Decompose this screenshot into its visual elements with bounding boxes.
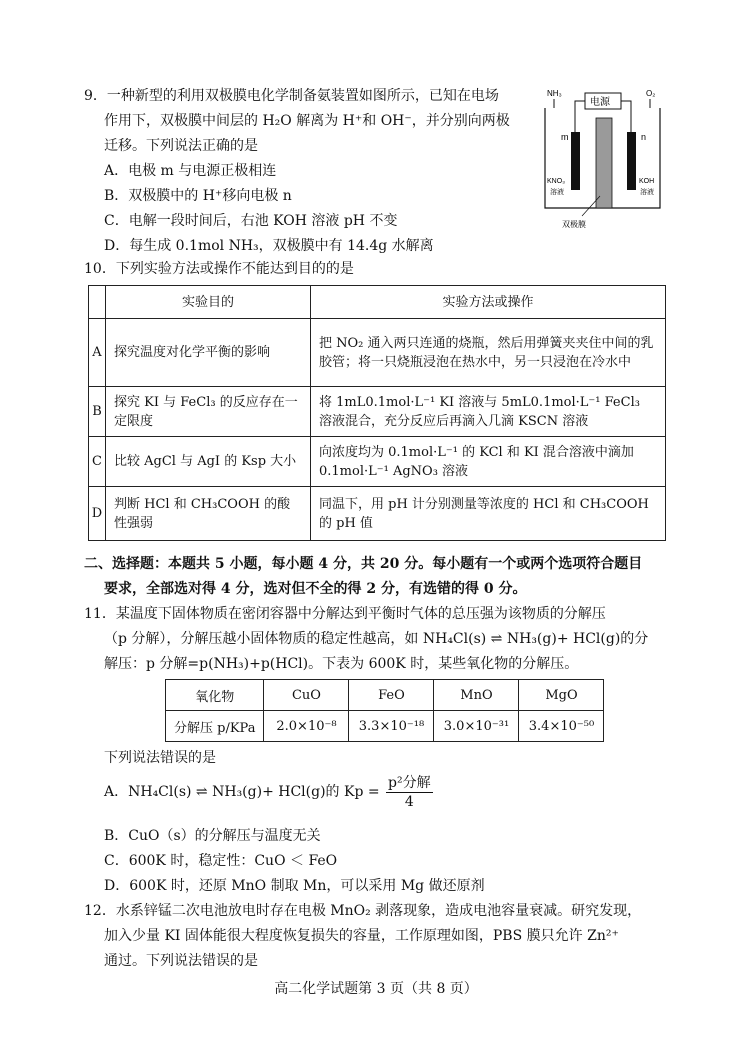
table-cell: 2.0×10⁻⁸: [264, 711, 349, 742]
table-header-row: [89, 286, 666, 319]
q10-title: 10．下列实验方法或操作不能达到目的的是: [84, 261, 354, 277]
q11-option-d: D．600K 时，还原 MnO 制取 Mn，可以采用 Mg 做还原剂: [104, 878, 485, 894]
section-2-line-2: 要求，全部选对得 4 分，选对但不全的得 2 分，有选错的得 0 分。: [104, 581, 527, 597]
q11-ask: 下列说法错误的是: [104, 750, 216, 766]
table-row: [89, 487, 666, 541]
row-purpose: 比较 AgCl 与 AgI 的 Ksp 大小: [106, 437, 311, 487]
section-2-line-1: 二、选择题：本题共 5 小题，每小题 4 分，共 20 分。每小题有一个或两个选项符合题目: [84, 556, 643, 572]
q11-line-2: （p 分解），分解压越小固体物质的稳定性越高，如 NH₄Cl(s) ⇌ NH₃(g)+ HCl(g)的分: [104, 631, 649, 647]
table-header-cell: FeO: [349, 680, 434, 711]
o2-label: O₂: [646, 89, 656, 98]
row-key: A: [89, 319, 106, 387]
right-solution-label-2: 溶液: [640, 188, 654, 196]
q9-option-b: B．双极膜中的 H⁺移向电极 n: [104, 188, 292, 204]
table-header-purpose: 实验目的: [106, 286, 311, 319]
q9-option-d: D．每生成 0.1mol NH₃，双极膜中有 14.4g 水解离: [104, 238, 434, 254]
nh3-label: NH₃: [547, 89, 562, 98]
table-header-method: 实验方法或操作: [311, 286, 666, 319]
row-method: 向浓度均为 0.1mol·L⁻¹ 的 KCl 和 KI 混合溶液中滴加 0.1mol·L⁻¹ AgNO₃ 溶液: [311, 437, 666, 487]
left-solution-label-2: 溶液: [550, 188, 564, 196]
left-solution-label: KNO₃: [547, 178, 566, 185]
table-row: [89, 319, 666, 387]
bipolar-membrane: [596, 118, 612, 208]
row-method: 把 NO₂ 通入两只连通的烧瓶，然后用弹簧夹夹住中间的乳胶管；将一只烧瓶浸泡在热水中，另一只浸泡在冷水中: [311, 319, 666, 387]
row-key: C: [89, 437, 106, 487]
table-row: [166, 711, 604, 742]
table-row: [89, 387, 666, 437]
membrane-label: 双极膜: [562, 220, 586, 229]
q9-option-c: C．电解一段时间后，右池 KOH 溶液 pH 不变: [104, 213, 398, 229]
table-cell: 分解压 p/KPa: [166, 711, 264, 742]
q11-line-1: 11．某温度下固体物质在密闭容器中分解达到平衡时气体的总压强为该物质的分解压: [84, 606, 606, 622]
q9-option-a: A．电极 m 与电源正极相连: [104, 163, 277, 179]
q11-option-a-text: A．NH₄Cl(s) ⇌ NH₃(g)+ HCl(g)的 Kp =: [104, 784, 380, 800]
table-header-cell: CuO: [264, 680, 349, 711]
table-cell: 3.0×10⁻³¹: [434, 711, 519, 742]
row-method: 将 1mL0.1mol·L⁻¹ KI 溶液与 5mL0.1mol·L⁻¹ FeCl₃ 溶液混合，充分反应后再滴入几滴 KSCN 溶液: [311, 387, 666, 437]
table-header-key: [89, 286, 106, 319]
table-header-row: [166, 680, 604, 711]
row-purpose: 探究 KI 与 FeCl₃ 的反应存在一定限度: [106, 387, 311, 437]
row-key: D: [89, 487, 106, 541]
q11-line-3: 解压：p 分解=p(NH₃)+p(HCl)。下表为 600K 时，某些氧化物的分解压。: [104, 656, 579, 672]
table-cell: 3.4×10⁻⁵⁰: [519, 711, 604, 742]
table-header-cell: 氧化物: [166, 680, 264, 711]
q11-option-b: B．CuO（s）的分解压与温度无关: [104, 828, 321, 844]
table-header-cell: MnO: [434, 680, 519, 711]
q9-line-2: 作用下，双极膜中间层的 H₂O 解离为 H⁺和 OH⁻，并分别向两极: [104, 113, 510, 129]
row-method: 同温下，用 pH 计分别测量等浓度的 HCl 和 CH₃COOH 的 pH 值: [311, 487, 666, 541]
q11-table: [165, 679, 604, 742]
q11-option-a: [104, 772, 433, 812]
kp-denominator: 4: [404, 793, 414, 810]
electrolysis-diagram: [540, 84, 670, 234]
electrode-m: [571, 132, 580, 190]
right-solution-label: KOH: [639, 178, 655, 185]
page-footer: 高二化学试题第 3 页（共 8 页）: [274, 981, 478, 997]
power-source-label: 电源: [590, 97, 610, 108]
q12-line-2: 加入少量 KI 固体能很大程度恢复损失的容量，工作原理如图，PBS 膜只允许 Zn²⁺: [104, 928, 619, 944]
table-row: [89, 437, 666, 487]
q11-option-c: C．600K 时，稳定性：CuO ＜ FeO: [104, 853, 338, 869]
q9-line-3: 迁移。下列说法正确的是: [104, 138, 258, 154]
table-cell: 3.3×10⁻¹⁸: [349, 711, 434, 742]
q12-line-3: 通过。下列说法错误的是: [104, 953, 258, 969]
q12-line-1: 12．水系锌锰二次电池放电时存在电极 MnO₂ 剥落现象，造成电池容量衰减。研究发现，: [84, 903, 642, 919]
electrode-n-label: n: [641, 132, 647, 142]
electrode-n: [627, 132, 636, 190]
row-purpose: 探究温度对化学平衡的影响: [106, 319, 311, 387]
q10-table: [88, 285, 666, 541]
row-key: B: [89, 387, 106, 437]
row-purpose: 判断 HCl 和 CH₃COOH 的酸性强弱: [106, 487, 311, 541]
table-header-cell: MgO: [519, 680, 604, 711]
q9-line-1: 9．一种新型的利用双极膜电化学制备氨装置如图所示，已知在电场: [84, 88, 499, 104]
kp-numerator: p²分解: [388, 774, 431, 791]
electrode-m-label: m: [561, 132, 569, 142]
kp-fraction: [386, 774, 433, 811]
